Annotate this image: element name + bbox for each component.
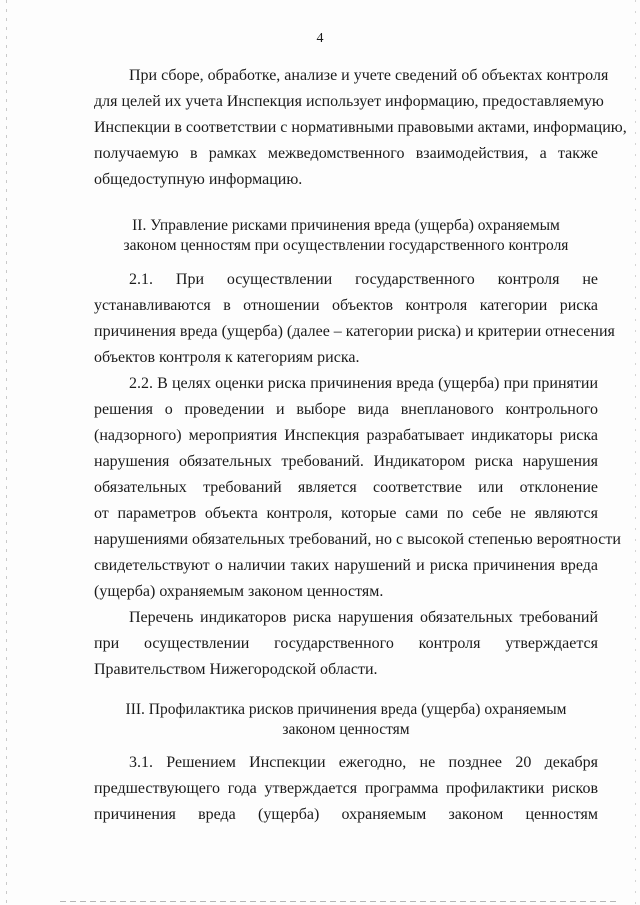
- paragraph-line: (надзорного) мероприятия Инспекция разрабатывает индикаторы риска: [94, 427, 598, 444]
- paragraph-line: 2.2. В целях оценки риска причинения вреда (ущерба) при принятии: [129, 375, 598, 392]
- paragraph-line: Перечень индикаторов риска нарушения обязательных требований: [129, 609, 598, 626]
- paragraph-line: причинения вреда (ущерба) охраняемым законом ценностям: [94, 806, 598, 823]
- scan-edge-right: [635, 0, 636, 905]
- paragraph-line: причинения вреда (ущерба) (далее – категории риска) и критерии отнесения: [94, 323, 615, 340]
- paragraph-line: объектов контроля к категориям риска.: [94, 349, 360, 366]
- paragraph-line: 3.1. Решением Инспекции ежегодно, не позднее 20 декабря: [129, 754, 598, 771]
- scan-edge-left: [6, 0, 7, 905]
- paragraph-line: нарушения обязательных требований. Индикатором риска нарушения: [94, 453, 598, 470]
- paragraph-line: При сборе, обработке, анализе и учете сведений об объектах контроля: [129, 67, 609, 84]
- paragraph-line: общедоступную информацию.: [94, 171, 303, 188]
- paragraph-line: Инспекции в соответствии с нормативными правовыми актами, информацию,: [94, 119, 627, 136]
- page-number: 4: [316, 31, 324, 46]
- section-heading: законом ценностям: [282, 721, 410, 738]
- paragraph-line: устанавливаются в отношении объектов контроля категории риска: [94, 297, 598, 314]
- paragraph-line: решения о проведении и выборе вида внепланового контрольного: [94, 401, 598, 418]
- paragraph-line: свидетельствуют о наличии таких нарушений и риска причинения вреда: [94, 557, 598, 574]
- paragraph-line: (ущерба) охраняемым законом ценностям.: [94, 583, 384, 600]
- section-heading: III. Профилактика рисков причинения вреда (ущерба) охраняемым: [125, 701, 567, 718]
- paragraph-line: 2.1. При осуществлении государственного контроля не: [129, 271, 598, 288]
- paragraph-line: нарушениями обязательных требований, но с высокой степенью вероятности: [94, 531, 621, 548]
- paragraph-line: Правительством Нижегородской области.: [94, 661, 378, 678]
- paragraph-line: получаемую в рамках межведомственного взаимодействия, а также: [94, 145, 598, 162]
- paragraph-line: обязательных требований является соответствие или отклонение: [94, 479, 598, 496]
- section-heading: II. Управление рисками причинения вреда (ущерба) охраняемым: [132, 217, 560, 234]
- paragraph-line: для целей их учета Инспекция использует информацию, предоставляемую: [94, 93, 604, 110]
- paragraph-line: от параметров объекта контроля, которые сами по себе не являются: [94, 505, 598, 522]
- paragraph-line: предшествующего года утверждается программа профилактики рисков: [94, 780, 598, 797]
- paragraph-line: при осуществлении государственного контроля утверждается: [94, 635, 598, 652]
- section-heading: законом ценностям при осуществлении государственного контроля: [123, 237, 569, 254]
- scan-bottom-edge: [60, 901, 620, 902]
